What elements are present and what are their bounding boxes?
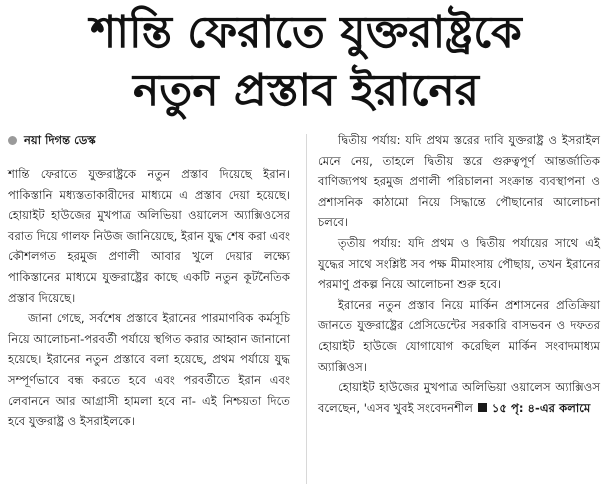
byline-text: নয়া দিগন্ত ডেস্ক	[24, 132, 96, 147]
paragraph-text: হোয়াইট হাউজের মুখপাত্র অলিভিয়া ওয়ালেস অ্যাক্সিওস বলেছেন, 'এসব খুবই সংবেদনশীল	[318, 380, 600, 415]
article-column-left	[8, 130, 290, 432]
headline-line-2: নতুন প্রস্তাব ইরানের	[133, 65, 479, 116]
column-divider	[306, 134, 307, 484]
headline	[0, 0, 612, 124]
paragraph-with-continuation	[318, 377, 600, 418]
byline	[8, 130, 290, 150]
headline-line-1: শান্তি ফেরাতে যুক্তরাষ্ট্রকে	[90, 7, 522, 58]
continuation-note[interactable]: ১৫ পৃ: ৪-এর কলামে	[491, 400, 591, 415]
paragraph: শান্তি ফেরাতে যুক্তরাষ্ট্রকে নতুন প্রস্তাব দিয়েছে ইরান। পাকিস্তানি মধ্যস্ততাকারীদের মাধ্যমে এ প্রস্তাব দেয়া হয়েছে। হোয়াইট হাউজের মুখপাত্র অলিভিয়া ওয়ালেস অ্যাক্সিওসের বরাত দিয়ে গালফ নিউজ জানিয়েছে, ইরান যুদ্ধ শেষ করা এবং কৌশলগত হরমুজ প্রণালী আবার খুলে দেয়ার লক্ষ্যে পাকিস্তানের মাধ্যমে যুক্তরাষ্ট্রের কাছে একটি নতুন কূটনৈতিক প্রস্তাব দিয়েছে।	[8, 167, 290, 305]
paragraph: ইরানের নতুন প্রস্তাব নিয়ে মার্কিন প্রশাসনের প্রতিক্রিয়া জানতে যুক্তরাষ্ট্রের প্রেসিডেন্টের সরকারি বাসভবন ও দফতর হোয়াইট হাউজে যোগাযোগ করেছিল মার্কিন সংবাদমাধ্যম অ্যাক্সিওস।	[318, 297, 600, 374]
article-column-right	[318, 130, 600, 418]
bullet-icon	[8, 136, 17, 145]
paragraph: দ্বিতীয় পর্যায়: যদি প্রথম স্তরের দাবি যুক্তরাষ্ট্র ও ইসরাইল মেনে নেয়, তাহলে দ্বিতীয় স্তরে গুরুত্বপূর্ণ আন্তর্জাতিক বাণিজ্যপথ হরমুজ প্রণালী পরিচালনা সংক্রান্ত ব্যবস্থাপনা ও প্রশাসনিক কাঠামো নিয়ে সিদ্ধান্তে পৌছানোর আলোচনা চলবে।	[318, 133, 600, 230]
paragraph: জানা গেছে, সর্বশেষ প্রস্তাবে ইরানের পারমাণবিক কর্মসূচি নিয়ে আলোচনা-পরবর্তী পর্যায়ে স্থগিত করার আহ্বান জানানো হয়েছে। ইরানের নতুন প্রস্তাবে বলা হয়েছে, প্রথম পর্যায়ে যুদ্ধ সম্পূর্ণভাবে বন্ধ করতে হবে এবং পরবর্তীতে ইরান এবং লেবাননে আর আগ্রাসী হামলা হবে না- এই নিশ্চয়তা দিতে হবে যুক্তরাষ্ট্র ও ইসরাইলকে।	[8, 311, 290, 429]
continuation-square-icon	[478, 403, 487, 412]
paragraph: তৃতীয় পর্যায়: যদি প্রথম ও দ্বিতীয় পর্যায়ের সাথে এই যুদ্ধের সাথে সংশ্লিষ্ট সব পক্ষ মীমাংসায় পৌছায়, তখন ইরানের পরমাণু প্রকল্প নিয়ে আলোচনা শুরু হবে।	[318, 235, 600, 292]
